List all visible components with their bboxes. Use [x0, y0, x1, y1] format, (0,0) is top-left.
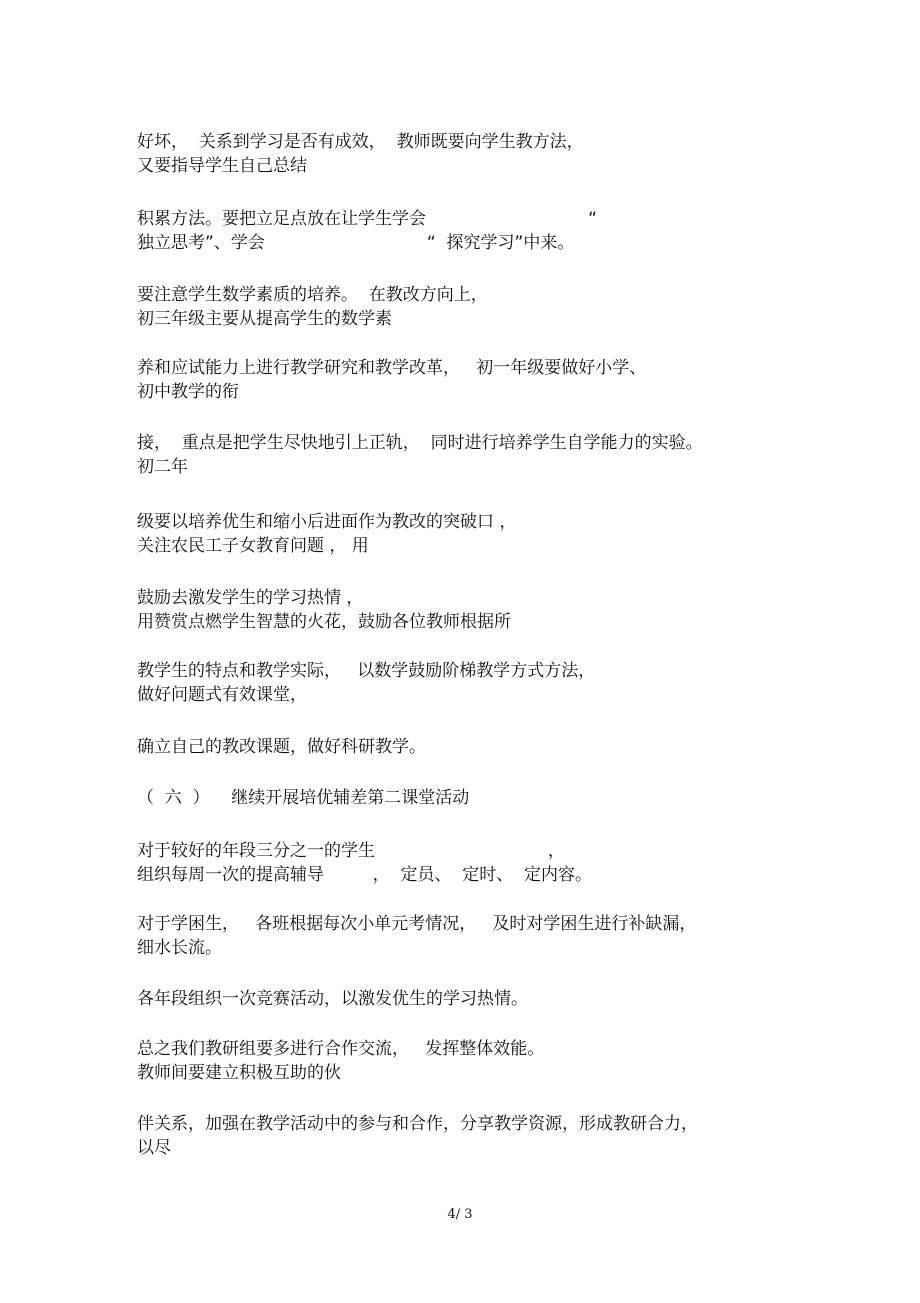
text-line: 接， 重点是把学生尽快地引上正轨， 同时进行培养学生自学能力的实验。 [137, 433, 703, 453]
text-line: 确立自己的教改课题，做好科研教学。 [137, 737, 426, 757]
text-line: 教师间要建立积极互助的伙 [137, 1063, 341, 1083]
text-line: 养和应试能力上进行教学研究和教学改革， 初一年级要做好小学、 [137, 358, 647, 378]
page-number: 4/ 3 [447, 1207, 473, 1222]
text-line: 初二年 [137, 457, 188, 477]
text-line: 做好问题式有效课堂， [137, 685, 307, 705]
paragraph [137, 987, 797, 1011]
paragraph [137, 356, 797, 404]
text-line: 级要以培养优生和缩小后进面作为教改的突破口 ， [137, 512, 517, 532]
text-line: 要注意学生数学素质的培养。 在教改方向上， [137, 285, 488, 305]
text-line: 各年段组织一次竞赛活动，以激发优生的学习热情。 [137, 989, 528, 1009]
paragraph [137, 1037, 797, 1085]
paragraph [137, 431, 797, 479]
text-line: 鼓励去激发学生的学习热情 ， [137, 588, 364, 608]
text-line: 组织每周一次的提高辅导 ， 定员、 定时、 定内容。 [137, 865, 593, 885]
section-heading [137, 786, 797, 810]
text-line: 又要指导学生自己总结 [137, 156, 307, 176]
text-line: 初中教学的衔 [137, 382, 239, 402]
paragraph [137, 912, 797, 960]
paragraph [137, 839, 797, 887]
text-line: 独立思考”、学会 “ 探究学习”中来。 [137, 233, 575, 253]
paragraph [137, 207, 797, 255]
paragraph [137, 283, 797, 331]
paragraph [137, 586, 797, 634]
text-line: 以尽 [137, 1138, 171, 1158]
paragraph [137, 735, 797, 759]
text-line: 好坏， 关系到学习是否有成效， 教师既要向学生教方法， [137, 132, 584, 152]
text-line: 教学生的特点和教学实际， 以数学鼓励阶梯教学方式方法， [137, 661, 596, 681]
text-line: （ 六 ） 继续开展培优辅差第二课堂活动 [137, 788, 470, 808]
text-line: 伴关系，加强在教学活动中的参与和合作，分享教学资源，形成教研合力， [137, 1114, 698, 1134]
text-line: 用赞赏点燃学生智慧的火花，鼓励各位教师根据所 [137, 612, 511, 632]
text-line: 对于较好的年段三分之一的学生 ， [137, 841, 565, 861]
text-line: 细水长流。 [137, 938, 222, 958]
text-line: 关注农民工子女教育问题 ， 用 [137, 536, 369, 556]
paragraph [137, 1112, 797, 1160]
paragraph [137, 130, 797, 178]
paragraph [137, 510, 797, 558]
text-line: 对于学困生， 各班根据每次小单元考情况， 及时对学困生进行补缺漏， [137, 914, 697, 934]
text-line: 总之我们教研组要多进行合作交流， 发挥整体效能。 [137, 1039, 545, 1059]
text-line: 初三年级主要从提高学生的数学素 [137, 309, 392, 329]
paragraph [137, 659, 797, 707]
text-line: 积累方法。要把立足点放在让学生学会 “ [137, 209, 597, 229]
